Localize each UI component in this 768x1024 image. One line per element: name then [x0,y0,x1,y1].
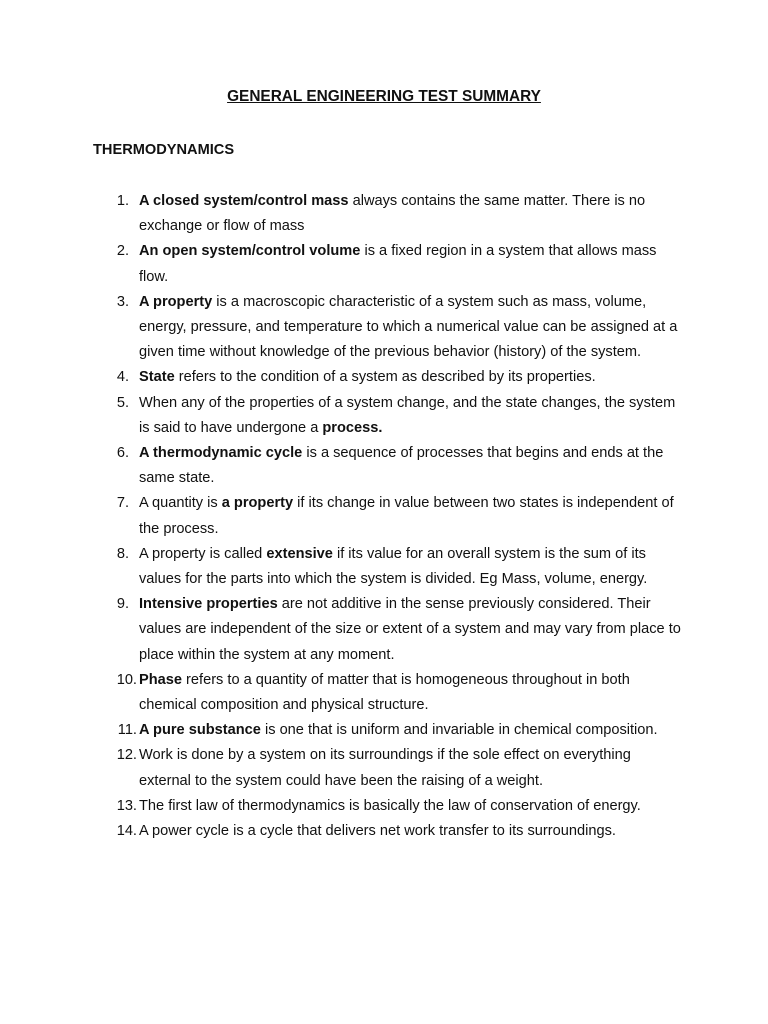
text-run: is one that is uniform and invariable in chemical composition. [260,722,658,739]
text-run: is a macroscopic characteristic of a system such as mass, volume, energy, pressure, and temperature to which a numerical value can be assigned at a given time without knowledge of the previous behavior (history) of the system. [139,293,678,361]
text-run: if its value for an overall system is the sum of its values for the parts into which the system is divided. Eg Mass, volume, energy. [139,545,648,588]
list-item-number: 8. [116,545,129,562]
list-item-number: 14. [116,823,137,840]
list-item [93,794,683,819]
list-item-number: 4. [116,369,129,386]
bold-term: A thermodynamic cycle [139,445,303,462]
list-item-text [139,747,631,788]
list-item-number: 6. [116,445,129,462]
bold-term: A property [139,293,213,310]
list-item [93,365,683,390]
list-item [93,391,683,441]
bold-term: A pure substance [139,722,261,739]
list-item [93,491,683,541]
list-item-number: 13. [116,797,137,814]
list-item-text [139,395,675,436]
list-item-text [139,596,681,662]
list-item [93,819,683,844]
list-item-text [139,445,663,486]
list-item-number: 10. [116,671,137,688]
text-run: always contains the same matter. There is no exchange or flow of mass [139,193,646,235]
list-item [93,592,683,668]
list-item-text [139,672,630,713]
text-run: refers to the condition of a system as described by its properties. [174,369,596,386]
list-item-number: 9. [116,596,129,613]
list-item-number: 7. [116,495,129,512]
list-item-number: 1. [116,193,129,209]
list-item-text [139,823,616,839]
text-run: When any of the properties of a system change, and the state changes, the system is said to have undergone a [139,394,676,436]
list-item [93,668,683,718]
list-item [93,743,683,793]
bold-term: State [139,369,175,386]
numbered-list [93,189,683,844]
list-item [93,718,683,743]
list-item-number: 2. [116,243,129,260]
list-item-text [139,243,656,284]
list-item-text [139,193,645,234]
list-item [93,542,683,592]
text-run: Work is done by a system on its surroundings if the sole effect on everything external to the system could have been the raising of a weight. [139,747,631,789]
text-run: A power cycle is a cycle that delivers net work transfer to its surroundings. [139,823,616,840]
text-run: is a fixed region in a system that allows mass flow. [139,243,657,285]
text-run: A quantity is [139,495,222,512]
bold-term: Intensive properties [139,596,278,613]
list-item-text [139,369,596,385]
list-item-text [139,294,677,360]
bold-term: a property [221,495,294,512]
bold-term: An open system/control volume [139,243,361,260]
list-item [93,441,683,491]
document-title: GENERAL ENGINEERING TEST SUMMARY [227,88,541,105]
list-item-text [139,546,647,587]
text-run: A property is called [139,545,267,562]
list-item-number: 3. [116,293,129,310]
text-run: refers to a quantity of matter that is homogeneous throughout in both chemical composition and physical structure. [139,671,630,714]
list-item [93,239,683,289]
bold-term: process. [322,419,383,436]
list-item-text [139,798,641,814]
list-item-text [139,722,658,738]
list-item [93,290,683,366]
bold-term: extensive [266,545,333,562]
list-item-number: 5. [116,394,129,411]
section-heading: THERMODYNAMICS [93,142,235,158]
text-run: if its change in value between two states is independent of the process. [139,495,674,537]
list-item-text [139,495,674,536]
list-item-number: 11. [117,722,137,739]
list-item [93,189,683,239]
text-run: is a sequence of processes that begins and ends at the same state. [139,445,664,487]
bold-term: Phase [139,671,182,688]
text-run: The first law of thermodynamics is basically the law of conservation of energy. [139,797,641,814]
bold-term: A closed system/control mass [139,193,349,209]
list-item-number: 12. [116,747,137,764]
text-run: are not additive in the sense previously considered. Their values are independent of the size or extent of a system and may vary from place to place within the system at any moment. [139,596,681,663]
